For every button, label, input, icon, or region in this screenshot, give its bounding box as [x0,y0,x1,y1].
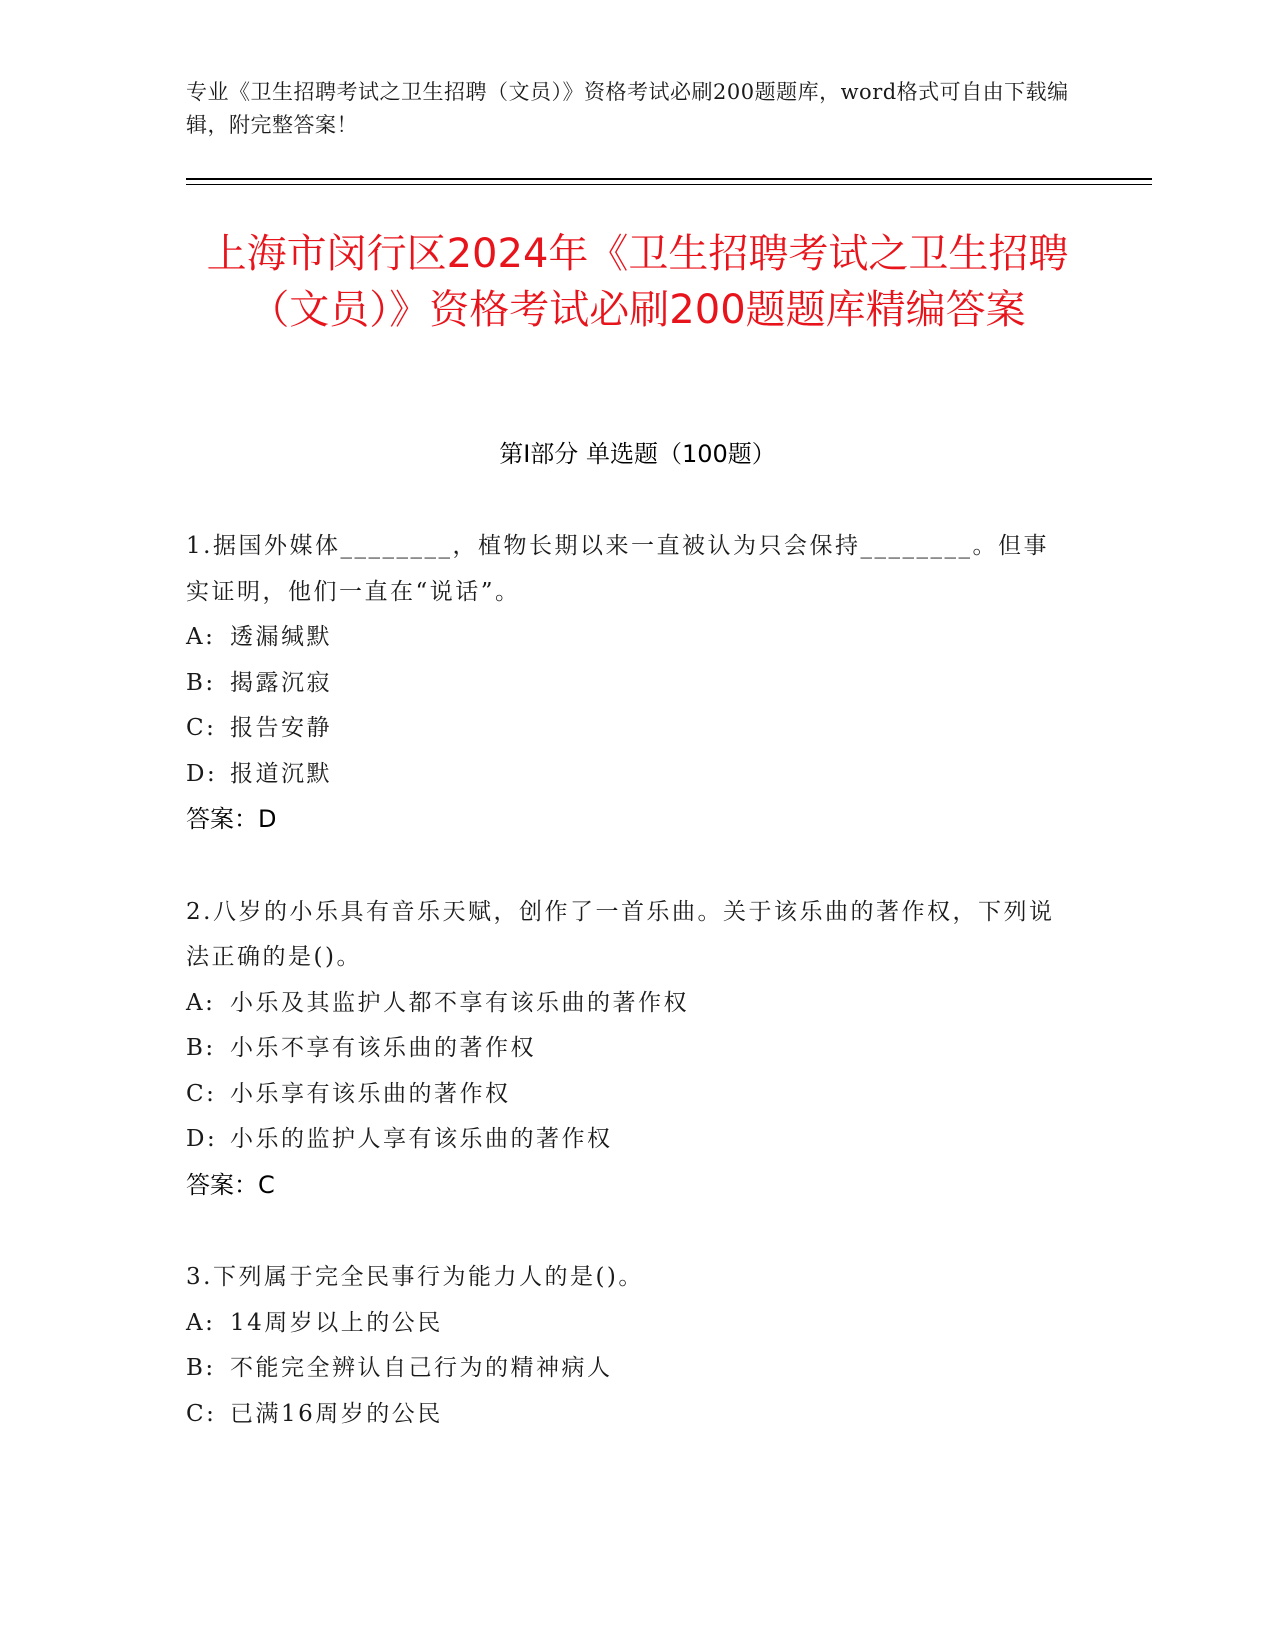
option-key: A: [186,1309,216,1336]
option-key: C: [186,1400,217,1427]
option-a [186,1301,1066,1347]
option-key: B: [186,669,216,696]
option-key: D: [186,760,218,787]
option-key: D: [186,1126,218,1152]
option-key: B: [186,1035,216,1061]
option-text: 小乐不享有该乐曲的著作权 [230,1035,536,1061]
document-title: 上海市闵行区2024年《卫生招聘考试之卫生招聘（文员）》资格考试必刷200题题库精编答案 [206,231,1069,333]
question-1 [186,524,1066,843]
option-a [186,981,1066,1027]
question-3 [186,1255,1066,1437]
option-c [186,1392,1066,1438]
option-text: 不能完全辨认自己行为的精神病人 [230,1355,613,1381]
header-divider-thick [186,178,1152,180]
option-key: A: [186,989,216,1016]
question-stem: 3.下列属于完全民事行为能力人的是()。 [186,1264,644,1290]
option-d [186,1117,1066,1163]
option-text: 报告安静 [230,715,332,741]
question-stem: 1.据国外媒体________，植物长期以来一直被认为只会保持________。但事实证明，他们一直在“说话”。 [186,533,1049,605]
question-list [186,524,1066,1484]
option-b [186,661,1066,707]
header-divider-thin [186,184,1152,185]
option-key: B: [186,1355,216,1381]
option-text: 已满16周岁的公民 [230,1400,443,1427]
option-text: 小乐的监护人享有该乐曲的著作权 [230,1126,613,1152]
option-text: 小乐享有该乐曲的著作权 [230,1080,511,1107]
intro-text: 专业《卫生招聘考试之卫生招聘（文员）》资格考试必刷200题题库，word格式可自由下载编辑，附完整答案！ [186,80,1069,137]
section-heading: 第Ⅰ部分 单选题（100题） [499,440,776,468]
option-text: 揭露沉寂 [230,669,332,696]
option-a [186,615,1066,661]
option-text: 小乐及其监护人都不享有该乐曲的著作权 [230,989,689,1016]
option-b [186,1346,1066,1392]
option-key: C: [186,715,217,741]
option-text: 报道沉默 [230,760,332,787]
option-text: 14周岁以上的公民 [230,1309,443,1336]
option-key: C: [186,1080,217,1107]
answer-line: 答案：D [186,805,277,833]
answer-line: 答案：C [186,1170,275,1199]
option-c [186,706,1066,752]
question-stem: 2.八岁的小乐具有音乐天赋，创作了一首乐曲。关于该乐曲的著作权，下列说法正确的是()。 [186,898,1055,970]
option-c [186,1072,1066,1118]
option-key: A: [186,624,216,650]
option-d [186,752,1066,798]
option-text: 透漏缄默 [230,624,332,650]
question-2 [186,890,1066,1209]
option-b [186,1026,1066,1072]
